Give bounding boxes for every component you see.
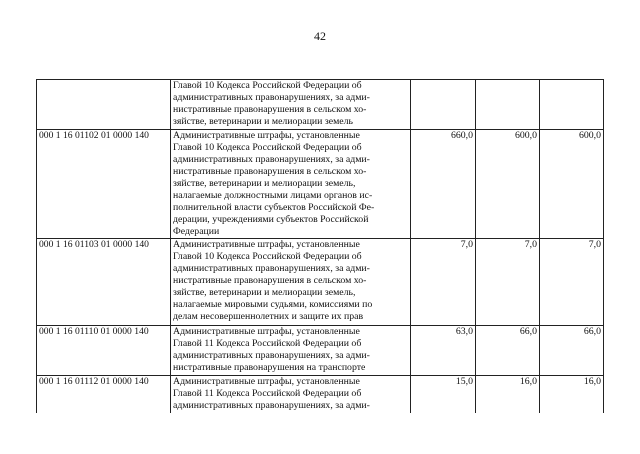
- value-year1-cell: [411, 80, 476, 130]
- page-number: 42: [314, 29, 326, 43]
- revenue-code-cell: [37, 80, 171, 130]
- description-cell: Административные штрафы, установленные Главой 10 Кодекса Российской Федерации об административных правонарушениях, за адми- нистративные правонарушения в сельском хо- зяйстве, ветеринарии и мелиорации земель, налагаемые должностными лицами органов ис- полнительной власти субъектов Российской Фе- дерации, учреждениями субъектов Российской Федерации: [171, 130, 411, 239]
- value-year1-cell: 15,0: [411, 376, 476, 413]
- value-year3-cell: 66,0: [540, 326, 604, 376]
- table-row: [37, 376, 604, 413]
- value-year2-cell: 7,0: [476, 239, 540, 326]
- table-row: [37, 130, 604, 239]
- table-row: [37, 80, 604, 130]
- description-cell: Главой 10 Кодекса Российской Федерации об административных правонарушениях, за адми- нистративные правонарушения в сельском хо- зяйстве, ветеринарии и мелиорации земель: [171, 80, 411, 130]
- value-year3-cell: 600,0: [540, 130, 604, 239]
- value-year2-cell: [476, 80, 540, 130]
- table-row: [37, 239, 604, 326]
- value-year2-cell: 16,0: [476, 376, 540, 413]
- revenue-code-cell: 000 1 16 01103 01 0000 140: [37, 239, 171, 326]
- value-year3-cell: 7,0: [540, 239, 604, 326]
- revenue-code-cell: 000 1 16 01112 01 0000 140: [37, 376, 171, 413]
- budget-revenue-table: [36, 79, 604, 413]
- value-year1-cell: 7,0: [411, 239, 476, 326]
- table-row: [37, 326, 604, 376]
- revenue-code-cell: 000 1 16 01110 01 0000 140: [37, 326, 171, 376]
- revenue-code-cell: 000 1 16 01102 01 0000 140: [37, 130, 171, 239]
- value-year2-cell: 600,0: [476, 130, 540, 239]
- description-cell: Административные штрафы, установленные Главой 11 Кодекса Российской Федерации об административных правонарушениях, за адми-: [173, 376, 370, 411]
- description-cell: Административные штрафы, установленные Главой 10 Кодекса Российской Федерации об административных правонарушениях, за адми- нистративные правонарушения в сельском хо- зяйстве, ветеринарии и мелиорации земель, налагаемые мировыми судьями, комиссиями по делам несовершеннолетних и защите их прав: [171, 239, 411, 326]
- value-year3-cell: 16,0: [540, 376, 604, 413]
- value-year3-cell: [540, 80, 604, 130]
- description-cell: Административные штрафы, установленные Главой 11 Кодекса Российской Федерации об административных правонарушениях, за адми- нистративные правонарушения на транспорте: [171, 326, 411, 376]
- value-year1-cell: 63,0: [411, 326, 476, 376]
- value-year2-cell: 66,0: [476, 326, 540, 376]
- value-year1-cell: 660,0: [411, 130, 476, 239]
